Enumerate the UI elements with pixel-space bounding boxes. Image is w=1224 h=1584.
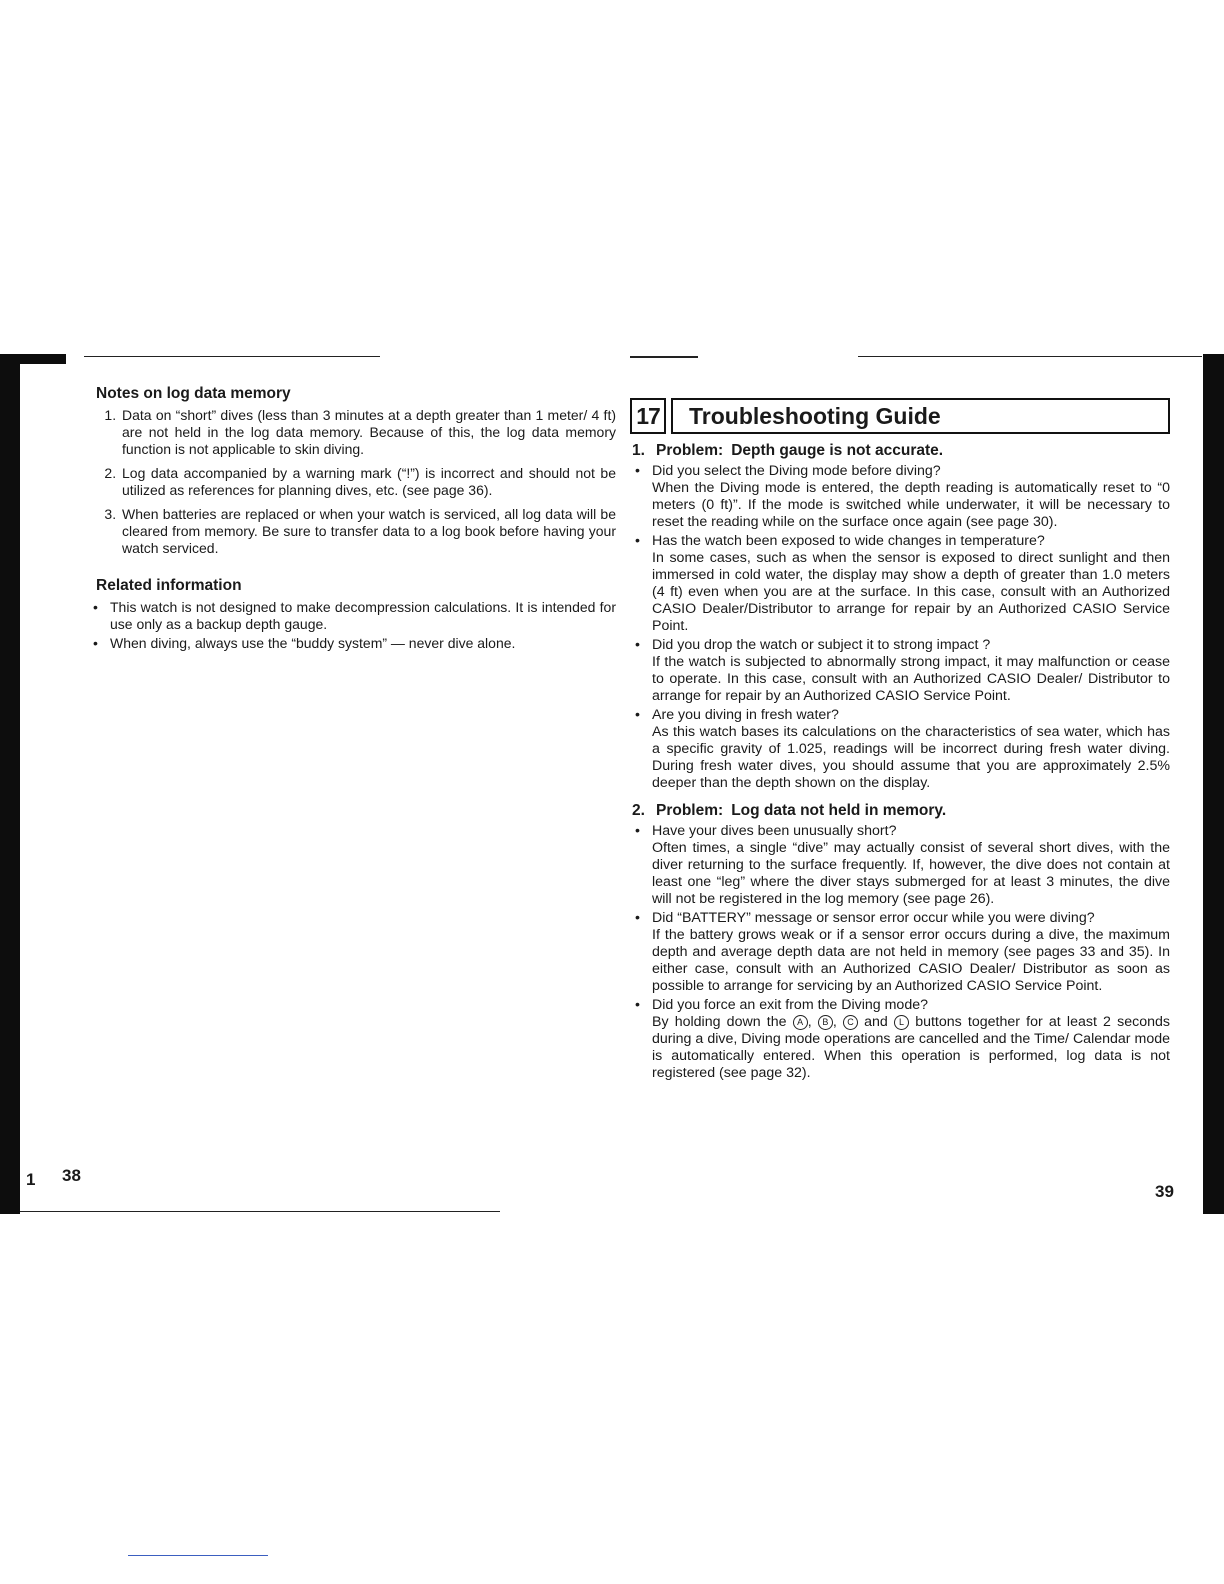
problem-number: 1. (632, 442, 645, 459)
and-word: and (864, 1014, 888, 1030)
troubleshoot-item (652, 533, 1170, 635)
problem-number: 2. (632, 802, 645, 819)
related-list (88, 599, 616, 652)
right-page (630, 398, 1170, 1084)
troubleshoot-item (652, 637, 1170, 705)
notes-list (88, 407, 616, 557)
page-number-right: 39 (1155, 1182, 1174, 1201)
problem-heading (632, 442, 1170, 459)
left-page (88, 385, 616, 654)
answer-text: In some cases, such as when the sensor is exposed to direct sunlight and then immersed in cold water, the display may show a depth of greater than 1.0 meters (4 ft) even when you are at the surface. In this case, consult with an Authorized CASIO Dealer/Distributor to arrange for repair by an Authorized CASIO Service Point. (652, 550, 1170, 634)
top-rule-right (858, 356, 1202, 357)
footer-rule (128, 1555, 268, 1556)
problem-2-list (630, 823, 1170, 1082)
problem-label: Problem: (656, 442, 724, 459)
question-text: • Are you diving in fresh water? (652, 707, 839, 723)
answer-text: As this watch bases its calculations on the characteristics of sea water, which has a specific gravity of 1.025, readings will be incorrect during fresh water diving. During fresh water dives, you should assume that you are approximately 2.5% deeper than the depth shown on the display. (652, 724, 1170, 791)
question-text: • Did you drop the watch or subject it to strong impact ? (652, 637, 991, 653)
troubleshoot-item (652, 707, 1170, 792)
troubleshoot-item (652, 463, 1170, 531)
margin-mark: 1 (26, 1170, 36, 1189)
answer-text: If the watch is subjected to abnormally strong impact, it may malfunction or cease to operate. In this case, consult with an Authorized CASIO Dealer/ Distributor to arrange for repair by an Authorized CASIO Service Point. (652, 654, 1170, 704)
top-rule-left (84, 356, 380, 357)
question-text: • Have your dives been unusually short? (652, 823, 897, 839)
problem-label: Problem: (656, 802, 724, 819)
section-title: Troubleshooting Guide (671, 398, 1170, 434)
bottom-rule (20, 1211, 500, 1212)
scan-edge-top-left (0, 354, 66, 364)
notes-heading: Notes on log data memory (96, 385, 291, 402)
question-text: • Did “BATTERY” message or sensor error occur while you were diving? (652, 910, 1095, 926)
note-item: 3. When batteries are replaced or when your watch is serviced, all log data will be cleared from memory. Be sure to transfer data to a log book before having your watch serviced. (120, 506, 616, 557)
section-header (630, 398, 1170, 434)
question-text: • Did you select the Diving mode before diving? (652, 463, 941, 479)
problem-heading (632, 802, 1170, 819)
top-rule-center (630, 356, 698, 358)
button-l-icon: L (894, 1015, 909, 1030)
answer-text: When the Diving mode is entered, the depth reading is automatically reset to “0 meters (0 ft)”. If the mode is switched while underwater, it will be necessary to reset the reading while on the surface once again (see page 30). (652, 480, 1170, 530)
answer-text: If the battery grows weak or if a sensor error occurs during a dive, the maximum depth and average depth data are not held in memory (see pages 33 and 35). In either case, consult with an Authorized CASIO Dealer/ Distributor as soon as possible to arrange for servicing by an Authorized CASIO Service Point. (652, 927, 1170, 994)
separator: , (807, 1014, 812, 1030)
note-item: 1. Data on “short” dives (less than 3 minutes at a depth greater than 1 meter/ 4 ft) are not held in the log data memory. Because of this, the log data memory function is not applicable to skin diving. (120, 407, 616, 458)
section-number: 17 (630, 398, 666, 434)
troubleshoot-item (652, 997, 1170, 1082)
separator: , (832, 1014, 837, 1030)
question-text: • Did you force an exit from the Diving mode? (652, 997, 928, 1013)
problem-1-list (630, 463, 1170, 792)
answer-text-after: buttons together for at least 2 seconds during a dive, Diving mode operations are cancelled and the Time/ Calendar mode is automatically entered. When this operation is performed, log data is not registered (see page 32). (652, 1014, 1170, 1081)
related-item: • When diving, always use the “buddy system” — never dive alone. (110, 635, 616, 652)
scan-edge-left (0, 354, 20, 1214)
note-item: 2. Log data accompanied by a warning mark (“!”) is incorrect and should not be utilized as references for planning dives, etc. (see page 36). (120, 465, 616, 499)
scan-edge-right (1203, 354, 1224, 1214)
answer-text (652, 1014, 1170, 1082)
troubleshoot-item (652, 823, 1170, 908)
button-c-icon: C (843, 1015, 858, 1030)
page-number-left: 38 (62, 1166, 81, 1185)
problem-title: Log data not held in memory. (731, 802, 947, 819)
button-a-icon: A (793, 1015, 808, 1030)
question-text: • Has the watch been exposed to wide changes in temperature? (652, 533, 1045, 549)
related-heading: Related information (96, 577, 242, 594)
related-item: • This watch is not designed to make decompression calculations. It is intended for use only as a backup depth gauge. (110, 599, 616, 633)
problem-title: Depth gauge is not accurate. (731, 442, 944, 459)
troubleshoot-item (652, 910, 1170, 995)
answer-text: Often times, a single “dive” may actually consist of several short dives, with the diver returning to the surface frequently. If, however, the dive does not contain at least one “leg” where the diver stays submerged for at least 3 minutes, the dive will not be registered in the log memory (see page 26). (652, 840, 1170, 907)
answer-text-before: By holding down the (652, 1014, 787, 1030)
button-b-icon: B (818, 1015, 833, 1030)
